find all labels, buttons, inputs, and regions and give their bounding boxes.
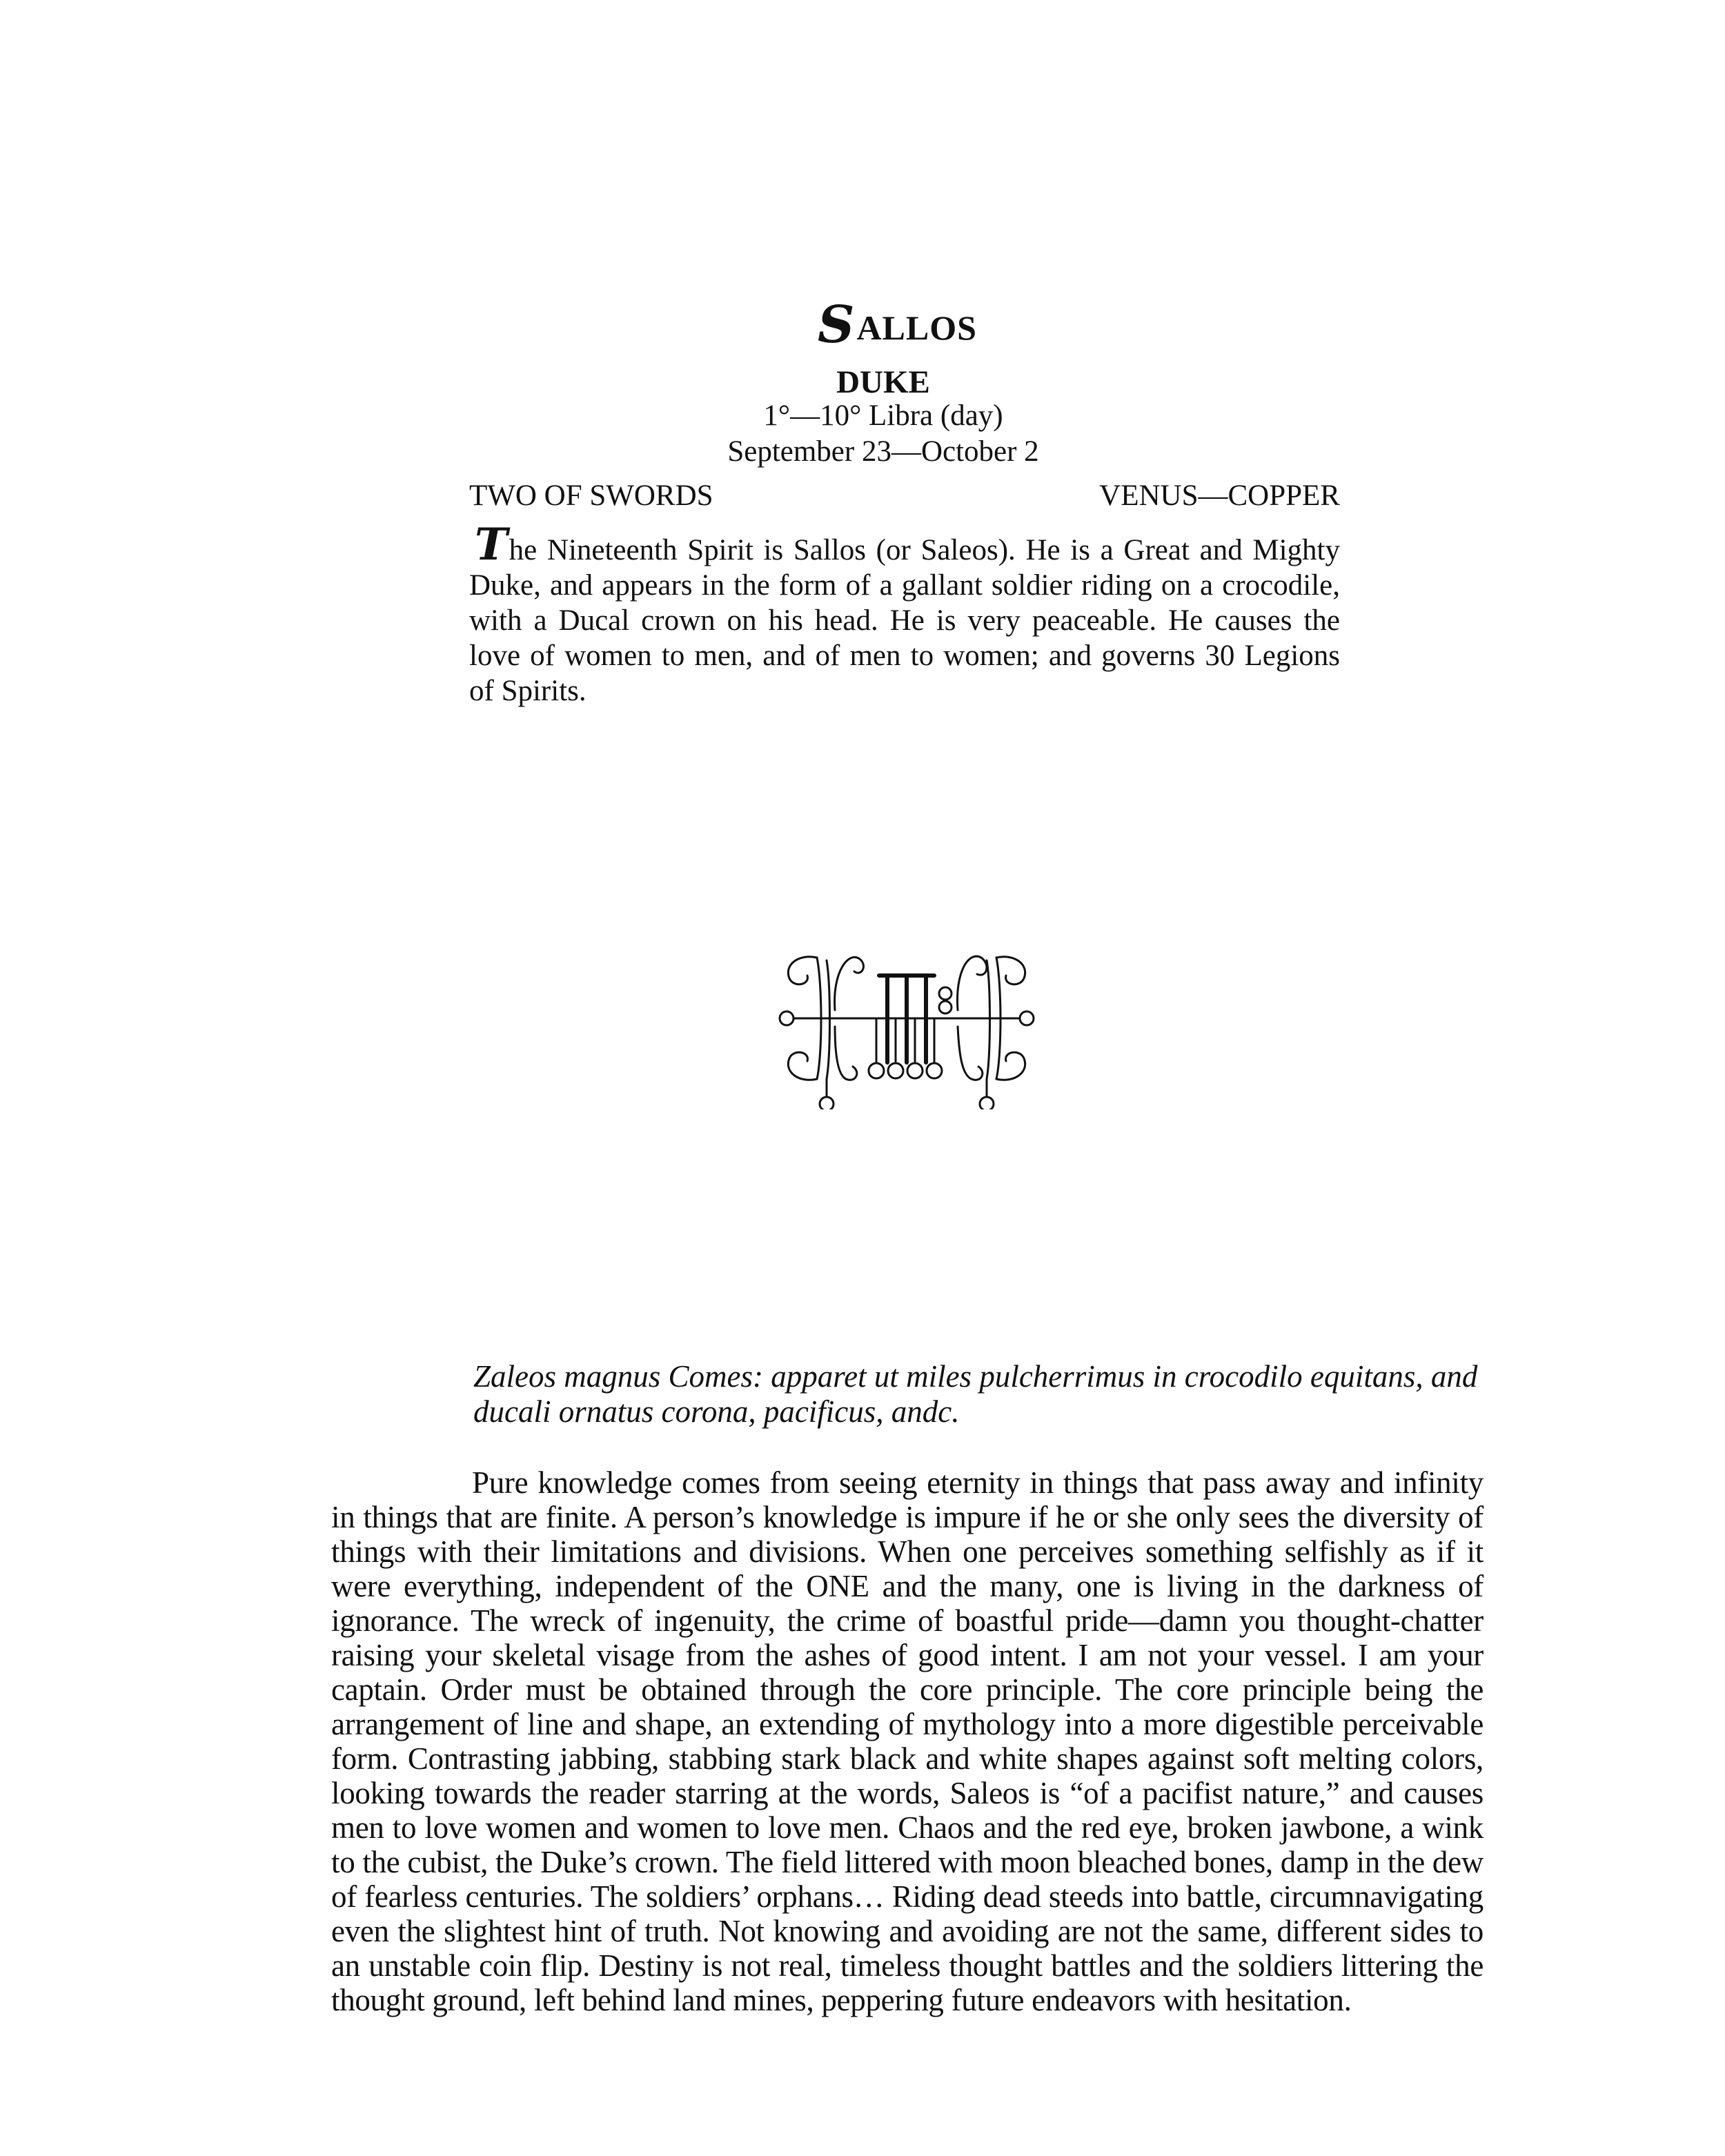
description-drop-cap: T bbox=[475, 519, 508, 571]
title-name-rest: ALLOS bbox=[856, 308, 977, 347]
spirit-description bbox=[469, 519, 1340, 709]
spirit-rank: DUKE bbox=[836, 364, 930, 400]
latin-description: Zaleos magnus Comes: apparet ut miles pulcherrimus in crocodilo equitans, and ducali ornatus corona, pacificus, andc. bbox=[473, 1359, 1478, 1429]
sallos-sigil-icon bbox=[771, 944, 1042, 1109]
description-text: he Nineteenth Spirit is Sallos (or Saleos). He is a Great and Mighty Duke, and appears in the form of a gallant soldier riding on a crocodile, with a Ducal crown on his head. He is very peaceable. He causes the love of women to men, and of men to women; and governs 30 Legions of Spirits. bbox=[469, 534, 1340, 707]
zodiac-degrees: 1°—10° Libra (day) bbox=[763, 399, 1003, 432]
date-range: September 23—October 2 bbox=[727, 435, 1039, 468]
spirit-title bbox=[818, 295, 1094, 355]
title-initial: S bbox=[818, 295, 856, 355]
commentary-paragraph: Pure knowledge comes from seeing eternity in things that pass away and infinity in things that are finite. A person’s knowledge is impure if he or she only sees the diversity of things with their limitations and divisions. When one perceives something selfishly as if it were everything, independent of the ONE and the many, one is living in the darkness of ignorance. The wreck of ingenuity, the crime of boastful pride—damn you thought-chatter raising your skeletal visage from the ashes of good intent. I am not your vessel. I am your captain. Order must be obtained through the core principle. The core principle being the arrangement of line and shape, an extending of mythology into a more digestible perceivable form. Contrasting jabbing, stabbing stark black and white shapes against soft melting colors, looking towards the reader starring at the words, Saleos is “of a pacifist nature,” and causes men to love women and women to love men. Chaos and the red eye, broken jawbone, a wink to the cubist, the Duke’s crown. The field littered with moon bleached bones, damp in the dew of fearless centuries. The soldiers’ orphans… Riding dead steeds into battle, circumnavigating even the slightest hint of truth. Not knowing and avoiding are not the same, different sides to an unstable coin flip. Destiny is not real, timeless thought battles and the soldiers littering the thought ground, left behind land mines, peppering future endeavors with hesitation. bbox=[331, 1465, 1483, 2017]
planet-metal: VENUS—COPPER bbox=[1099, 479, 1340, 512]
tarot-card: TWO OF SWORDS bbox=[469, 479, 713, 512]
